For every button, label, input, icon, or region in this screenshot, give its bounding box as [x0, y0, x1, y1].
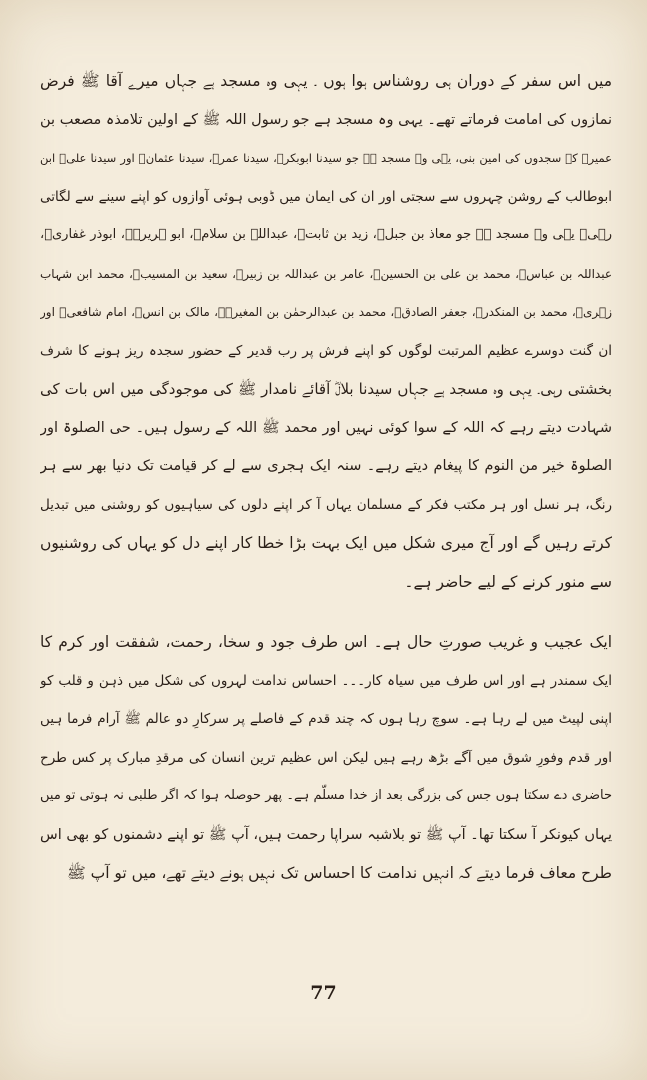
text-line: میں اس سفر کے دوران ہی روشناس ہوا ہوں ۔ یہی وہ مسجد ہے جہاں میرے آقا ﷺ فرض — [40, 72, 612, 90]
text-line: شہادت دیتے رہے کہ اللہ کے سوا کوئی نہیں اور محمد ﷺ اللہ کے رسول ہیں۔ حی الصلوۃ اور — [40, 419, 612, 436]
text-line: ایک سمندر ہے اور اس طرف میں سیاہ کار۔۔۔ احساس ندامت لہروں کی شکل میں ذہن و قلب کو — [40, 672, 612, 689]
urdu-text-body — [40, 62, 612, 893]
text-line: رہی۔ یہی وہ مسجد ہے جو معاذ بن جبلؓ، زید بن ثابتؓ، عبداللہ بن سلامؓ، ابو ہریرہؓ، ابوذر غفاریؓ، — [40, 227, 612, 242]
paragraph — [40, 62, 612, 601]
page-number: 77 — [310, 982, 337, 1004]
text-line: ابوطالب کے روشن چہروں سے سجتی اور ان کی ایمان میں ڈوبی ہوئی آوازوں کو اپنے سینے سے لگاتی — [40, 188, 612, 205]
text-line: بخشتی رہی۔ یہی وہ مسجد ہے جہاں سیدنا بلالؓ آقائے نامدار ﷺ کی موجودگی میں اس بات کی — [40, 380, 612, 398]
text-line: حاضری دے سکتا ہوں جس کی بزرگی بعد از خدا مسلّم ہے۔ پھر حوصلہ ہوا کہ اگر طلبی نہ ہوتی تو میں — [40, 788, 612, 803]
text-line: یہاں کیونکر آ سکتا تھا۔ آپ ﷺ تو بلاشبہ سراپا رحمت ہیں، آپ ﷺ تو اپنے دشمنوں کو بھی اس — [40, 826, 612, 843]
text-line: سے منور کرنے کے لیے حاضر ہے۔ — [404, 572, 612, 591]
text-line: زہریؒ، محمد بن المنکدرؒ، جعفر الصادقؒ، محمد بن عبدالرحمٰن بن المغیرہؒ، مالک بن انسؒ، امام شافعیؒ اور — [40, 305, 612, 319]
text-line: عمیرؓ کے سجدوں کی امین بنی، یہی وہ مسجد ہے جو سیدنا ابوبکرؓ، سیدنا عمرؓ، سیدنا عثمانؓ اور سیدنا علیؓ ابن — [40, 151, 612, 165]
text-line: ایک عجیب و غریب صورتِ حال ہے۔ اس طرف جود و سخا، رحمت، شفقت اور کرم کا — [40, 633, 612, 651]
text-line: ان گنت دوسرے عظیم المرتبت لوگوں کو اپنے فرش پر رب قدیر کے حضور سجدہ ریز ہونے کا شرف — [40, 342, 612, 359]
text-line: عبداللہ بن عباسؓ، محمد بن علی بن الحسینؒ، عامر بن عبداللہ بن زبیرؒ، سعید بن المسیبؒ، محمد ابن شہاب — [40, 266, 612, 281]
text-line: اپنی لپیٹ میں لے رہا ہے۔ سوچ رہا ہوں کہ چند قدم کے فاصلے پر سرکارِ دو عالم ﷺ آرام فرما ہیں — [40, 711, 612, 727]
text-line: رنگ، ہر نسل اور ہر مکتب فکر کے مسلمان یہاں آ کر اپنے دلوں کی سیاہیوں کو روشنی میں تبدیل — [40, 496, 612, 513]
text-line: طرح معاف فرما دیتے کہ انہیں ندامت کا احساس تک نہیں ہونے دیتے تھے، میں تو آپ ﷺ — [66, 864, 612, 882]
text-line: الصلوۃ خیر من النوم کا پیغام دیتے رہے۔ سنہ ایک ہجری سے لے کر قیامت تک دنیا بھر سے ہر — [40, 458, 612, 474]
text-line: اور قدم وفورِ شوق میں آگے بڑھ رہے ہیں لیکن اس عظیم ترین انسان کی مرقدِ مبارک پر کس طرح — [40, 749, 612, 766]
text-line: نمازوں کی امامت فرماتے تھے۔ یہی وہ مسجد ہے جو رسول اللہ ﷺ کے اولین تلامذہ مصعب بن — [40, 111, 612, 128]
text-line: کرتے رہیں گے اور آج میری شکل میں ایک بہت بڑا خطا کار اپنے دل کو یہاں کی روشنیوں — [40, 534, 612, 552]
paragraph — [40, 623, 612, 893]
